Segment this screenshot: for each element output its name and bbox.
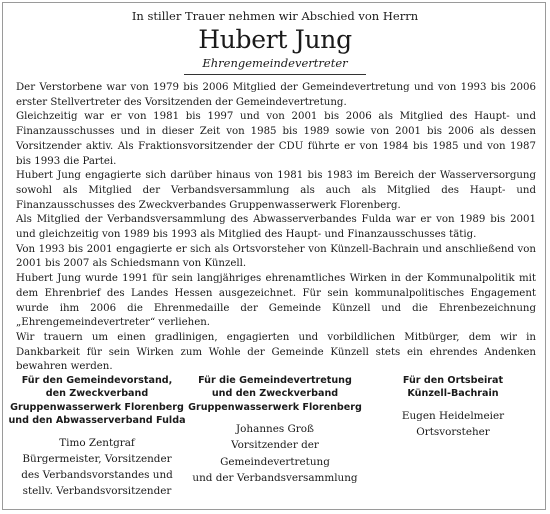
divider bbox=[184, 74, 366, 75]
signatory-block-1 bbox=[8, 374, 186, 499]
paragraph-membership: Der Verstorbene war von 1979 bis 2006 Mitglied der Gemeindevertretung und von 1993 bis 2006 erster Stellvertreter des Vorsitzenden der Gemeindevertretung. bbox=[16, 82, 536, 108]
signatory-block-2 bbox=[186, 374, 364, 486]
signatory-title: Ortsvorsteher bbox=[416, 426, 490, 439]
signatory-organization: Für den Gemeindevorstand, den Zweckverband Gruppenwasserwerk Florenberg und den Abwasserverband Fulda bbox=[8, 375, 186, 427]
deceased-name: Hubert Jung bbox=[198, 25, 352, 54]
signatory-person bbox=[364, 408, 542, 440]
signatory-person bbox=[8, 435, 186, 500]
signatory-organization: Für den Ortsbeirat Künzell-Bachrain bbox=[402, 375, 504, 400]
obituary-text bbox=[16, 81, 536, 375]
signatory-name: Eugen Heidelmeier bbox=[401, 409, 505, 422]
signatory-name: Johannes Groß bbox=[236, 423, 314, 436]
paragraph-wastewater: Als Mitglied der Verbandsversammlung des Abwasserverbandes Fulda war er von 1989 bis 2001 und gleichzeitig von 1989 bis 1993 als Mitglied des Haupt- und Finanzausschusses tätig. bbox=[16, 214, 536, 241]
intro-line: In stiller Trauer nehmen wir Abschied von Herrn bbox=[131, 9, 419, 23]
paragraph-local-chief: Von 1993 bis 2001 engagierte er sich als Ortsvorsteher von Künzell-Bachrain und anschließend von 2001 bis 2007 als Schiedsmann von Künzell. bbox=[16, 243, 536, 270]
signatory-title: Bürgermeister, Vorsitzender des Verbandsvorstandes und stellv. Verbandsvorsitzender bbox=[21, 452, 173, 498]
paragraph-committee: Gleichzeitig war er von 1981 bis 1997 und von 2001 bis 2006 als Mitglied des Haupt- und Finanzausschusses und in dieser Zeit von 1985 bis 1989 sowie von 2001 bis 2006 als dessen Vorsitzender aktiv. Als Fraktionsvorsitzender der CDU führte er von 1984 bis 1985 und von 1987 bis 1993 die Partei. bbox=[16, 111, 536, 167]
paragraph-mourning: Wir trauern um einen gradlinigen, engagierten und vorbildlichen Mitbürger, dem wir in Dankbarkeit für sein Wirken zum Wohle der Gemeinde Künzell stets ein ehrendes Andenken bewahren werden. bbox=[16, 331, 536, 373]
signatory-block-3 bbox=[364, 374, 542, 440]
honorary-title: Ehrengemeindevertreter bbox=[202, 56, 348, 70]
signatory-name: Timo Zentgraf bbox=[59, 436, 135, 449]
signatory-organization: Für die Gemeindevertretung und den Zweckverband Gruppenwasserwerk Florenberg bbox=[188, 375, 362, 413]
paragraph-water-supply: Hubert Jung engagierte sich darüber hinaus von 1981 bis 1983 im Bereich der Wasserversorgung sowohl als Mitglied der Verbandsversammlung als auch als Mitglied des Haupt- und Finanzausschusses des Zweckverbandes Gruppenwasserwerk Florenberg. bbox=[16, 170, 536, 211]
paragraph-honors: Hubert Jung wurde 1991 für sein langjähriges ehrenamtliches Wirken in der Kommunalpolitik mit dem Ehrenbrief des Landes Hessen ausgezeichnet. Für sein kommunalpolitisches Engagement wurde ihm 2006 die Ehrenmedaille der Gemeinde Künzell und die Ehrenbezeichnung „Ehrengemeindevertreter“ verliehen. bbox=[16, 273, 536, 329]
signatory-person bbox=[186, 421, 364, 486]
signatory-title: Vorsitzender der Gemeindevertretung und der Verbandsversammlung bbox=[192, 439, 358, 484]
